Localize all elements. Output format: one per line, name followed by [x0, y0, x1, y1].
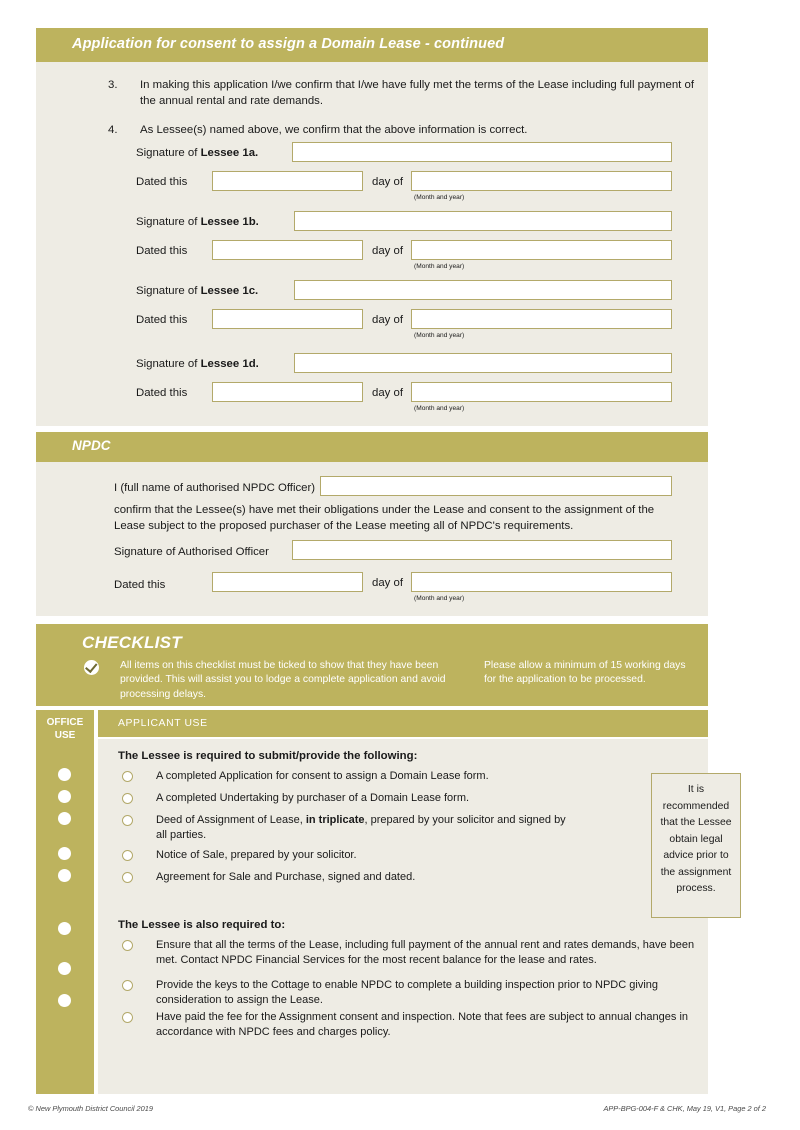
day-of-label-lessee-1d: day of: [372, 387, 404, 399]
checklist-checkbox[interactable]: [122, 980, 133, 991]
npdc-month-year-caption: (Month and year): [414, 595, 465, 602]
checklist-checkbox[interactable]: [122, 872, 133, 883]
clause-4-number: 4.: [108, 124, 118, 136]
signature-label-prefix: Signature of: [136, 147, 201, 159]
dated-label-lessee-1c: Dated this: [136, 314, 188, 326]
month-year-caption-lessee-1c: (Month and year): [414, 332, 465, 339]
clause-3-number: 3.: [108, 79, 118, 91]
office-use-label-line2: USE: [54, 729, 76, 741]
checklist-banner: [36, 624, 708, 706]
date-day-field-lessee-1a[interactable]: [212, 171, 363, 191]
office-dot[interactable]: [58, 994, 71, 1007]
checkmark-icon: [84, 660, 99, 675]
officer-signature-label: Signature of Authorised Officer: [114, 546, 269, 558]
npdc-section-banner: [36, 432, 708, 462]
office-dot[interactable]: [58, 812, 71, 825]
month-year-caption-lessee-1b: (Month and year): [414, 263, 465, 270]
dated-label-lessee-1d: Dated this: [136, 387, 188, 399]
legal-advice-note: It is recommended that the Lessee obtain legal advice prior to the assignment process.: [651, 773, 741, 918]
office-dot[interactable]: [58, 869, 71, 882]
date-day-field-lessee-1d[interactable]: [212, 382, 363, 402]
checklist-item-text-strong: in triplicate: [305, 814, 365, 826]
applicant-use-body: [98, 739, 732, 1094]
officer-name-field[interactable]: [320, 476, 672, 496]
signature-label-prefix: Signature of: [136, 216, 201, 228]
applicant-use-header: [98, 710, 708, 737]
checklist-checkbox[interactable]: [122, 815, 133, 826]
signature-label-lessee-1c: [136, 285, 258, 297]
clause-3: [108, 78, 694, 109]
checklist-item-text: [156, 813, 576, 842]
npdc-confirm-paragraph: confirm that the Lessee(s) have met their obligations under the Lease and consent to the assignment of the Lease subject to the proposed purchaser of the Lease meeting all of NPDC's requirements.: [114, 504, 655, 532]
office-use-column: [36, 710, 94, 1094]
signature-field-lessee-1d[interactable]: [294, 353, 672, 373]
office-dot[interactable]: [58, 847, 71, 860]
checklist-item-text-before: Deed of Assignment of Lease,: [156, 814, 306, 826]
signature-label-strong: Lessee 1d.: [200, 358, 259, 370]
date-month-year-field-lessee-1c[interactable]: [411, 309, 672, 329]
signature-label-strong: Lessee 1c.: [200, 285, 259, 297]
officer-name-label: I (full name of authorised NPDC Officer): [114, 482, 316, 494]
date-month-year-field-lessee-1a[interactable]: [411, 171, 672, 191]
day-of-label-lessee-1c: day of: [372, 314, 404, 326]
signature-field-lessee-1c[interactable]: [294, 280, 672, 300]
checklist-checkbox[interactable]: [122, 771, 133, 782]
footer-reference: APP-BPG-004-F & CHK, May 19, V1, Page 2 of 2: [603, 1104, 766, 1113]
signature-label-strong: Lessee 1a.: [200, 147, 259, 159]
signature-field-lessee-1b[interactable]: [294, 211, 672, 231]
checklist-item-text: A completed Undertaking by purchaser of a Domain Lease form.: [156, 792, 470, 804]
checklist-group-one-title: The Lessee is required to submit/provide the following:: [118, 750, 418, 762]
office-dot[interactable]: [58, 962, 71, 975]
main-section-title: Application for consent to assign a Domain Lease - continued: [72, 36, 505, 52]
checklist-item-text: A completed Application for consent to assign a Domain Lease form.: [156, 770, 489, 782]
npdc-date-month-year-field[interactable]: [411, 572, 672, 592]
signature-label-prefix: Signature of: [136, 285, 201, 297]
date-day-field-lessee-1c[interactable]: [212, 309, 363, 329]
signature-label-lessee-1a: [136, 147, 258, 159]
checklist-checkbox[interactable]: [122, 940, 133, 951]
officer-signature-field[interactable]: [292, 540, 672, 560]
applicant-use-label: APPLICANT USE: [118, 718, 208, 729]
npdc-section: [36, 432, 708, 616]
dated-label-lessee-1b: Dated this: [136, 245, 188, 257]
office-dot[interactable]: [58, 922, 71, 935]
date-month-year-field-lessee-1d[interactable]: [411, 382, 672, 402]
office-use-label: [36, 717, 94, 742]
date-day-field-lessee-1b[interactable]: [212, 240, 363, 260]
checklist-checkbox[interactable]: [122, 793, 133, 804]
npdc-date-day-field[interactable]: [212, 572, 363, 592]
checklist-item-text: Ensure that all the terms of the Lease, including full payment of the annual rent and rates demands, have been met. Contact NPDC Financial Services for the most recent balance for the lease and rates.: [156, 939, 695, 966]
npdc-section-title: NPDC: [72, 438, 111, 453]
checklist-item-text-after: , prepared by your solicitor and signed by all parties.: [156, 814, 566, 841]
date-month-year-field-lessee-1b[interactable]: [411, 240, 672, 260]
signature-field-lessee-1a[interactable]: [292, 142, 672, 162]
checklist-item-text: Have paid the fee for the Assignment consent and inspection. Note that fees are subject to annual changes in accordance with NPDC fees and charges policy.: [156, 1011, 689, 1038]
footer-copyright: © New Plymouth District Council 2019: [28, 1104, 153, 1113]
checklist-heading: CHECKLIST: [82, 633, 182, 652]
checklist-checkbox[interactable]: [122, 1012, 133, 1023]
checklist-item-text: Provide the keys to the Cottage to enable NPDC to complete a building inspection prior to NPDC giving consideration to assign the Lease.: [156, 979, 658, 1006]
checklist-checkbox[interactable]: [122, 850, 133, 861]
clause-4: [108, 123, 694, 139]
day-of-label-lessee-1b: day of: [372, 245, 404, 257]
office-use-label-line1: OFFICE: [46, 717, 84, 728]
clause-4-text: As Lessee(s) named above, we confirm that the above information is correct.: [140, 124, 528, 136]
signature-label-prefix: Signature of: [136, 358, 201, 370]
checklist-note-right: Please allow a minimum of 15 working days for the application to be processed.: [484, 660, 686, 686]
use-section: [36, 710, 732, 1094]
office-dot[interactable]: [58, 768, 71, 781]
npdc-day-of-label: day of: [372, 577, 404, 589]
signature-label-lessee-1d: [136, 358, 259, 370]
checklist-item-text: Agreement for Sale and Purchase, signed and dated.: [156, 871, 416, 883]
month-year-caption-lessee-1a: (Month and year): [414, 194, 465, 201]
checklist-item-text: Notice of Sale, prepared by your solicitor.: [156, 849, 357, 861]
dated-label-lessee-1a: Dated this: [136, 176, 188, 188]
signature-label-lessee-1b: [136, 216, 259, 228]
clause-3-text: In making this application I/we confirm that I/we have fully met the terms of the Lease including full payment of the annual rental and rate demands.: [140, 79, 694, 107]
signature-label-strong: Lessee 1b.: [200, 216, 259, 228]
checklist-group-two-title: The Lessee is also required to:: [118, 919, 286, 931]
checklist-note-left: All items on this checklist must be ticked to show that they have been provided. This will assist you to lodge a complete application and avoid processing delays.: [120, 660, 446, 700]
npdc-dated-label: Dated this: [114, 579, 166, 591]
main-section-banner: [36, 28, 708, 62]
office-dot[interactable]: [58, 790, 71, 803]
month-year-caption-lessee-1d: (Month and year): [414, 405, 465, 412]
main-section: [36, 28, 708, 426]
day-of-label-lessee-1a: day of: [372, 176, 404, 188]
